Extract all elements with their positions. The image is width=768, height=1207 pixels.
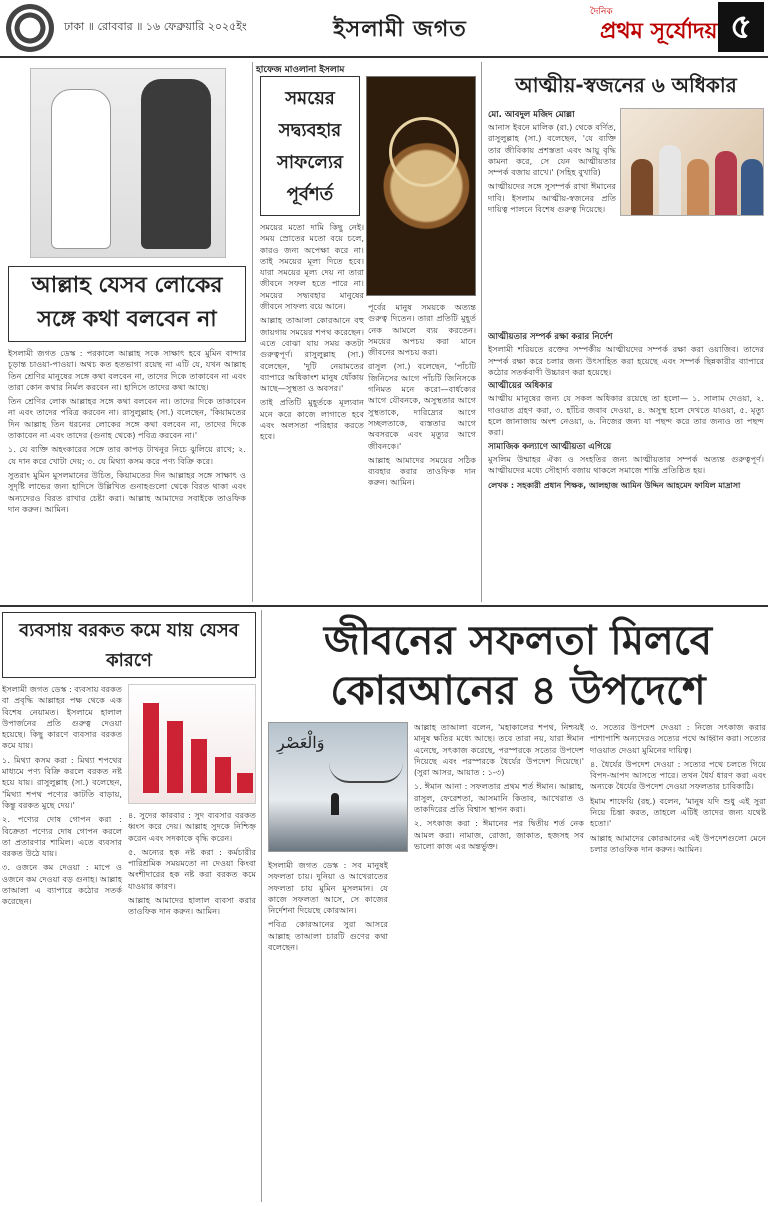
paragraph: রাসুল (সা.) বলেছেন, 'পাঁচটি জিনিসের আগে পাঁচটি জিনিসকে গনিমত মনে করো—বার্ধক্যের আগে যৌবনকে, অসুস্থতার আগে সুস্থতাকে, দারিদ্র্যের আগে সচ্ছলতাকে, ব্যস্ততার আগে অবসরকে এবং মৃত্যুর আগে জীবনকে।' [368,361,476,451]
page-header [0,0,768,58]
column-divider [481,62,482,602]
article-body [414,722,584,1202]
article-quran-four-advices [264,610,766,1205]
paragraph: তাই প্রতিটি মুহূর্তকে মূল্যবান মনে করে কাজে লাগাতে হবে এবং অলসতা পরিহার করতে হবে। [260,397,364,442]
subheading: আত্মীয়তার সম্পর্ক রক্ষা করার নির্দেশ [488,332,613,342]
column-divider [252,62,253,602]
article-body [128,810,256,1202]
article-lead [488,122,616,326]
author-kicker: হাফেজ মাওলানা ইসলাম [256,65,345,75]
paragraph: ১. মিথ্যা কসম করা : মিথ্যা শপথের মাধ্যমে পণ্য বিক্রি করলে বরকত নষ্ট হয়ে যায়। রাসুলুল্লাহ (সা.) বলেছেন, 'মিথ্যা শপথ পণ্যের কাটতি বাড়ায়, কিন্তু বরকত মুছে দেয়।' [2,754,122,810]
paragraph: ইসলামী জগত ডেস্ক : পরকালে আল্লাহ সকে সাক্ষাৎ হবে মুমিন বান্দার চূড়ান্ত চাওয়া-পাওয়া। অথচ কত হতভাগা রয়েছ না এটি যে, যখন আল্লাহ তিন শ্রেণির মানুষের সঙ্গে কথা বলবেন না, তাদের দিকে তাকাবেন না এবং তারা কোন কথার নির্মল করবেন না। হাদিসে তাদের কথা আছে। [8,348,246,392]
article-business-barakah [0,610,258,1205]
section-divider [0,605,768,607]
article-body [590,722,766,1202]
paragraph: ২. সৎকাজ করা : ঈমানের পর দ্বিতীয় শর্ত নেক আমল করা। নামাজ, রোজা, জাকাত, হজসহ সব ভালো কাজ এর অন্তর্ভুক্ত। [414,818,584,851]
article-relatives-rights [484,62,766,602]
article-headline: ব্যবসায় বরকত কমে যায় যেসব কারণে [2,612,256,678]
article-body [268,860,388,1202]
paragraph: আল্লাহ তাআলা বলেন, 'মহাকালের শপথ, নিশ্চয়ই মানুষ ক্ষতির মধ্যে আছে। তবে তারা নয়, যারা ঈমান এনেছে, সৎকাজ করেছে, পরস্পরকে সত্যের উপদেশ দিয়েছে এবং পরস্পরকে ধৈর্যের উপদেশ দিয়েছে।' (সুরা আসর, আয়াত : ১-৩) [414,722,584,778]
paragraph: আল্লাহ আমাদের সময়ের সঠিক ব্যবহার করার তাওফিক দান করুন। আমিন। [368,454,476,488]
paragraph: আত্মীয় মানুষের জন্য যে সকল অধিকার রয়েছে তা হলো— ১. সালাম দেওয়া, ২. দাওয়াত গ্রহণ করা, ৩. হাঁচির জবাব দেওয়া, ৪. অসুস্থ হলে দেখতে যাওয়া, ৫. মৃত্যু হলে জানাজায় অংশ নেওয়া, ৬. নিজের জন্য যা পছন্দ করে তার জন্যও তা পছন্দ করা। [488,393,764,438]
family-photo [620,108,764,216]
subheading: আত্মীয়ের অধিকার [488,381,553,392]
paragraph: ৩. ওজনে কম দেওয়া : মাপে ও ওজনে কম দেওয়া বড় গুনাহ। আল্লাহ তাআলা এ ব্যাপারে কঠোর সতর্ক করেছেন। [2,862,122,907]
article-photo [30,68,226,258]
paragraph: সুতরাং মুমিন মুসলমানের উচিত, কিয়ামতের দিন আল্লাহর সঙ্গে সাক্ষাৎ ও সুদৃষ্টি লাভের জন্য হাদিসে উল্লিখিত গুনাহগুলো থেকে বিরত থাকা এবং অন্যদেরও বিরত রাখার চেষ্টা করা। আল্লাহ আমাদের সবাইকে তাওফিক দান করুন। আমিন। [8,469,246,514]
paragraph: ইসলামী শরিয়তে রক্তের সম্পর্কীয় আত্মীয়দের সম্পর্ক রক্ষা করা ওয়াজিব। তাদের সম্পর্ক রক্ষা করে চলার জন্য উৎসাহিত করা হয়েছে এবং সম্পর্ক ছিন্নকারীর ব্যাপারে কঠোর সতর্কবাণী উচ্চারণ করা হয়েছে। [488,344,764,377]
article-headline: জীবনের সফলতা মিলবে কোরআনের ৪ উপদেশে [323,618,713,714]
paragraph: আত্মীয়দের সঙ্গে সুসম্পর্ক রাখা ঈমানের দাবি। ইসলাম আত্মীয়-স্বজনের প্রতি দায়িত্ব পালনে বিশেষ গুরুত্ব দিয়েছে। [488,181,616,215]
paragraph: ৪. ধৈর্যের উপদেশ দেওয়া : সত্যের পথে চলতে গিয়ে বিপদ-আপদ আসতে পারে। তখন ধৈর্য ধারণ করা এবং অন্যকে ধৈর্যের উপদেশ দেওয়া সফলতার চাবিকাঠি। [590,758,766,792]
paragraph: আল্লাহ আমাদের কোরআনের এই উপদেশগুলো মেনে চলার তাওফিক দান করুন। আমিন। [590,832,766,854]
article-body [8,348,246,598]
declining-chart-image [128,684,256,804]
article-use-of-time [256,62,478,602]
paragraph: ৫. অন্যের হক নষ্ট করা : কর্মচারীর পারিশ্রমিক সময়মতো না দেওয়া কিংবা অংশীদারের হক নষ্ট করা বরকত কমে যাওয়ার কারণ। [128,846,256,891]
article-body [2,684,122,1202]
column-divider [261,610,262,1202]
logo-prefix: দৈনিক [590,7,613,17]
paragraph: ১. ঈমান আনা : সফলতার প্রথম শর্ত ঈমান। আল্লাহ, রাসুল, ফেরেশতা, আসমানি কিতাব, আখেরাত ও তাকদিরের প্রতি বিশ্বাস স্থাপন করা। [414,781,584,815]
article-headline: সময়ের সদ্ব্যবহার সাফল্যের পূর্বশর্ত [260,76,360,216]
article-body [488,330,764,600]
paragraph: সময়ের মতো দামি কিছু নেই। সময় স্রোতের মতো বয়ে চলে, কারও জন্য অপেক্ষা করে না। তাই সময়ের মূল্য দিতে হবে। যারা সময়ের মূল্য দেয় না তারা জীবনে সফল হতে পারে না। সময়ের সদ্ব্যবহার মানুষের জীবনে সাফল্য বয়ে আনে। [260,222,364,312]
paragraph: ২. পণ্যের দোষ গোপন করা : বিক্রেতা পণ্যের দোষ গোপন করলে তা প্রতারণার শামিল। এতে ব্যবসার বরকত উঠে যায়। [2,814,122,859]
paragraph: আল্লাহ তাআলা কোরআনে বহু জায়গায় সময়ের শপথ করেছেন। এতে বোঝা যায় সময় কতটা গুরুত্বপূর্ণ। রাসুলুল্লাহ (সা.) বলেছেন, 'দুটি নেয়ামতের ব্যাপারে অধিকাংশ মানুষ ধোঁকায় আছে—সুস্থতা ও অবসর।' [260,315,364,394]
paragraph: ৩. সত্যের উপদেশ দেওয়া : নিজে সৎকাজ করার পাশাপাশি অন্যদেরও সত্যের পথে আহ্বান করা। সত্যের দাওয়াত দেওয়া মুমিনের দায়িত্ব। [590,722,766,755]
paragraph: তিন শ্রেণির লোক আল্লাহর সঙ্গে কথা বলবেন না। তাদের দিকে তাকাবেন না এবং তাদের পবিত্র করবেন না। রাসুলুল্লাহ (সা.) বলেছেন, 'কিয়ামতের দিন আল্লাহ তিন ধরনের লোকের সঙ্গে কথা বলবেন না, তাদের দিকে তাকাবেন না এবং তাদের (গুনাহ থেকে) পবিত্র করবেন না।' [8,396,246,441]
stopwatch-image [366,76,476,296]
paragraph: ইসলামী জগত ডেস্ক : ব্যবসায় বরকত বা প্রবৃদ্ধি আল্লাহর পক্ষ থেকে এক বিশেষ নেয়ামত। ইসলামে হালাল উপার্জনের প্রতি গুরুত্ব দেওয়া হয়েছে। কিছু কারণে ব্যবসার বরকত কমে যায়। [2,684,122,751]
ornament-icon [6,4,54,52]
paragraph: আনাস ইবনে মালিক (রা.) থেকে বর্ণিত, রাসুলুল্লাহ (সা.) বলেছেন, 'যে ব্যক্তি তার জীবিকায় প্রশস্ততা এবং আয়ু বৃদ্ধি কামনা করে, সে যেন আত্মীয়তার সম্পর্ক বজায় রাখে।' (সহিহ বুখারি) [488,122,616,178]
author-note: লেখক : সহকারী প্রধান শিক্ষক, আলহাজ আমিন উদ্দিন আহমেদ ফাযিল মাদ্রাসা [488,480,741,490]
paragraph: ইমাম শাফেয়ি (রহ.) বলেন, 'মানুষ যদি শুধু এই সুরা নিয়ে চিন্তা করত, তাহলে এটিই তাদের জন্য যথেষ্ট হতো।' [590,795,766,829]
page-number: ৫ [718,2,764,52]
paragraph: পূর্বের মানুষ সময়কে অত্যন্ত গুরুত্ব দিতেন। তারা প্রতিটি মুহূর্ত নেক আমলে ব্যয় করতেন। সময়ের অপচয় করা মানে জীবনের অপচয় করা। [368,302,476,358]
paragraph: ইসলামী জগত ডেস্ক : সব মানুষই সফলতা চায়। দুনিয়া ও আখেরাতের সফলতা চায় মুমিন মুসলমান। যে কাজে সফলতা আসে, সে কাজের নির্দেশনা দিয়েছে কোরআন। [268,860,388,916]
article-allah-will-not-speak [0,62,250,602]
issue-date: ঢাকা ॥ রোববার ॥ ১৬ ফেব্রুয়ারি ২০২৫ইং [64,20,247,33]
paragraph: আল্লাহ আমাদের হালাল ব্যবসা করার তাওফিক দান করুন। আমিন। [128,895,256,917]
byline: মো. আবদুল মজিদ মোল্লা [488,110,575,120]
paragraph: মুসলিম উম্মাহর ঐক্য ও সংহতির জন্য আত্মীয়তার সম্পর্ক অত্যন্ত গুরুত্বপূর্ণ। আত্মীয়দের মধ্যে সৌহার্দ্য বজায় থাকলে সমাজে শান্তি প্রতিষ্ঠিত হয়। [488,453,764,476]
arabic-verse: وَالْعَصْرِ [277,733,325,752]
section-title: ইসলামী জগত [333,17,467,42]
paragraph: ১. যে ব্যক্তি অহংকারের সঙ্গে তার কাপড় টাখনুর নিচে ঝুলিয়ে রাখে; ২. যে দান করে খোটা দেয়; ৩. যে মিথ্যা কসম করে পণ্য বিক্রি করে। [8,444,246,466]
article-headline: আত্মীয়-স্বজনের ৬ অধিকার [515,73,737,97]
article-body [260,222,364,600]
article-headline: আল্লাহ যেসব লোকের সঙ্গে কথা বলবেন না [8,266,246,342]
newspaper-logo: প্রথম সূর্যোদয় [600,18,718,44]
paragraph: ৪. সুদের কারবার : সুদ ব্যবসার বরকত ধ্বংস করে দেয়। আল্লাহ সুদকে নিশ্চিহ্ন করেন এবং সদকাকে বৃদ্ধি করেন। [128,810,256,843]
subheading: সামাজিক কল্যাণে আত্মীয়তা এগিয়ে [488,441,612,452]
article-body [368,302,476,600]
quran-verse-image [268,722,408,852]
paragraph: পবিত্র কোরআনের সুরা আসরে আল্লাহ তাআলা চারটি গুণের কথা বলেছেন। [268,919,388,953]
